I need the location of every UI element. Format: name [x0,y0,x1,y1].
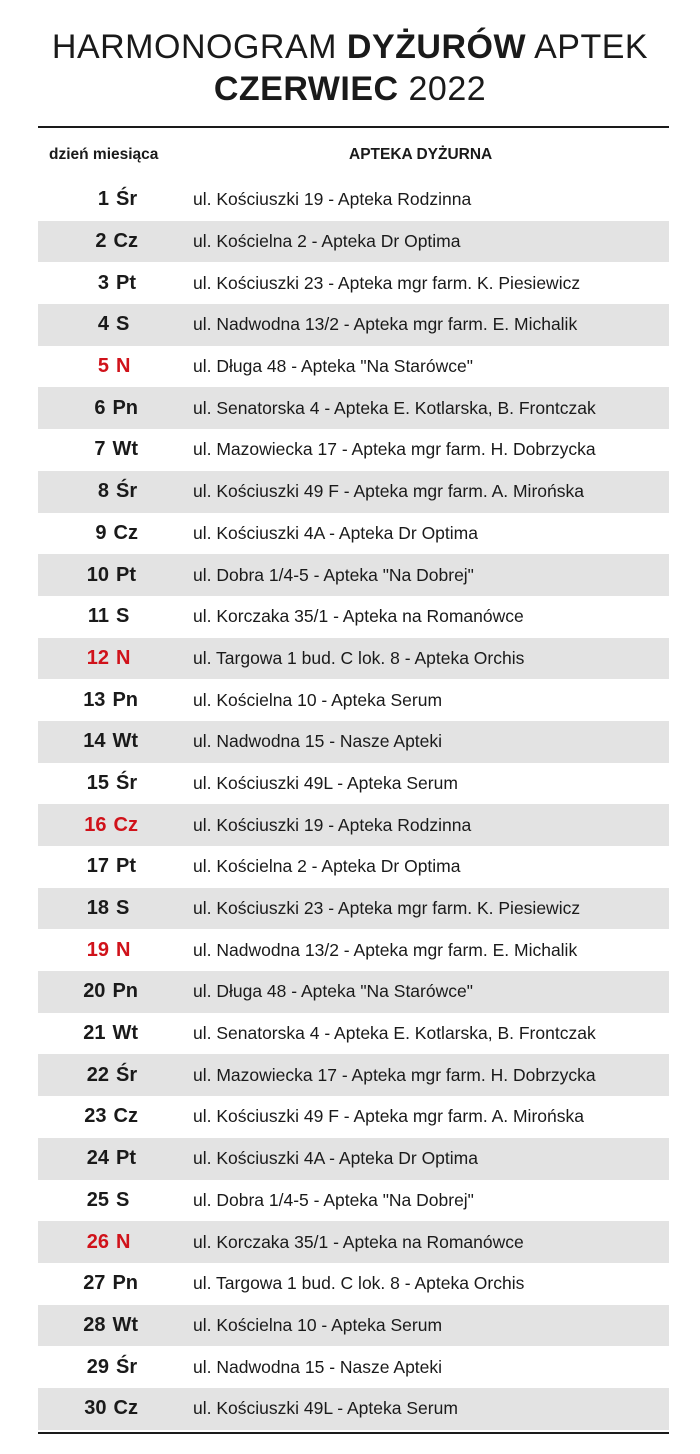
table-row [38,888,669,930]
day-number: 21 [83,1022,106,1045]
weekday-abbr: Cz [113,813,138,836]
pharmacy-address: ul. Nadwodna 15 - Nasze Apteki [193,1356,443,1377]
day-cell [38,1013,138,1055]
table-row [38,804,669,846]
day-number: 1 [97,188,109,211]
day-cell [38,596,138,638]
pharmacy-address: ul. Kościelna 2 - Apteka Dr Optima [193,231,461,252]
day-cell [38,929,138,971]
day-cell [38,429,138,471]
day-cell [38,304,138,346]
table-row [38,1346,669,1388]
weekday-abbr: N [116,1230,131,1253]
day-cell [38,513,138,555]
day-cell [38,1346,138,1388]
day-number: 17 [86,855,109,878]
table-row [38,471,669,513]
pharmacy-address: ul. Kościuszki 4A - Apteka Dr Optima [193,1148,478,1169]
top-divider [38,126,669,128]
pharmacy-address: ul. Kościuszki 19 - Apteka Rodzinna [193,814,472,835]
day-cell [38,554,138,596]
weekday-abbr: Pn [112,396,138,419]
weekday-abbr: N [116,355,131,378]
page-title [0,26,700,110]
table-row [38,763,669,805]
pharmacy-address: ul. Kościelna 2 - Apteka Dr Optima [193,856,461,877]
day-cell [38,1263,138,1305]
title-month: CZERWIEC [213,70,399,108]
day-number: 15 [86,771,109,794]
pharmacy-address: ul. Mazowiecka 17 - Apteka mgr farm. H. Dobrzycka [193,439,596,460]
day-number: 23 [84,1105,107,1128]
day-cell [38,1054,138,1096]
table-row [38,596,669,638]
day-number: 4 [97,313,109,336]
weekday-abbr: Śr [116,771,138,794]
day-number: 13 [83,688,106,711]
table-row [38,846,669,888]
title-year: 2022 [398,70,487,108]
table-row [38,1054,669,1096]
table-row [38,1263,669,1305]
day-number: 10 [86,563,109,586]
weekday-abbr: N [116,646,131,669]
pharmacy-address: ul. Kościelna 10 - Apteka Serum [193,1314,443,1335]
day-number: 11 [87,605,109,628]
day-number: 28 [83,1313,106,1336]
pharmacy-address: ul. Senatorska 4 - Apteka E. Kotlarska, B. Frontczak [193,397,596,418]
table-row [38,679,669,721]
weekday-abbr: Pn [112,688,138,711]
pharmacy-address: ul. Korczaka 35/1 - Apteka na Romanówce [193,1231,524,1252]
weekday-abbr: Cz [113,1105,138,1128]
day-cell [38,1096,138,1138]
table-row [38,971,669,1013]
day-cell [38,221,138,263]
pharmacy-address: ul. Dobra 1/4-5 - Apteka "Na Dobrej" [193,1189,474,1210]
weekday-abbr: N [116,938,131,961]
table-row [38,929,669,971]
day-number: 8 [97,480,109,503]
day-number: 25 [86,1188,109,1211]
pharmacy-address: ul. Targowa 1 bud. C lok. 8 - Apteka Orchis [193,647,525,668]
table-row [38,1013,669,1055]
table-row [38,1180,669,1222]
day-cell [38,763,138,805]
weekday-abbr: Wt [112,438,138,461]
day-cell [38,262,138,304]
pharmacy-address: ul. Kościuszki 19 - Apteka Rodzinna [193,189,472,210]
day-number: 27 [83,1272,106,1295]
pharmacy-address: ul. Długa 48 - Apteka "Na Starówce" [193,356,473,377]
day-cell [38,638,138,680]
column-header-day: dzień miesiąca [49,146,159,163]
day-cell [38,1305,138,1347]
weekday-abbr: Wt [112,1313,138,1336]
day-number: 2 [95,230,107,253]
weekday-abbr: Śr [116,1063,138,1086]
weekday-abbr: S [116,313,130,336]
title-line-1 [0,26,700,68]
column-header-pharmacy: APTEKA DYŻURNA [349,146,493,163]
day-number: 29 [86,1355,109,1378]
weekday-abbr: Śr [116,1355,138,1378]
day-number: 18 [86,897,109,920]
weekday-abbr: Pt [116,1147,136,1170]
pharmacy-address: ul. Nadwodna 13/2 - Apteka mgr farm. E. Michalik [193,939,578,960]
table-row [38,304,669,346]
pharmacy-address: ul. Targowa 1 bud. C lok. 8 - Apteka Orchis [193,1273,525,1294]
day-cell [38,971,138,1013]
day-number: 20 [83,980,106,1003]
weekday-abbr: Pn [112,980,138,1003]
day-number: 12 [86,646,109,669]
day-cell [38,1221,138,1263]
pharmacy-address: ul. Długa 48 - Apteka "Na Starówce" [193,981,473,1002]
weekday-abbr: Cz [113,521,138,544]
pharmacy-address: ul. Kościuszki 23 - Apteka mgr farm. K. Piesiewicz [193,898,581,919]
table-row [38,721,669,763]
pharmacy-address: ul. Nadwodna 15 - Nasze Apteki [193,731,443,752]
day-number: 22 [86,1063,109,1086]
day-cell [38,1138,138,1180]
day-number: 30 [84,1397,107,1420]
table-row [38,1221,669,1263]
pharmacy-address: ul. Kościuszki 23 - Apteka mgr farm. K. Piesiewicz [193,272,581,293]
weekday-abbr: Wt [112,1022,138,1045]
day-number: 26 [86,1230,109,1253]
day-cell [38,1388,138,1430]
pharmacy-address: ul. Kościelna 10 - Apteka Serum [193,689,443,710]
pharmacy-address: ul. Korczaka 35/1 - Apteka na Romanówce [193,606,524,627]
pharmacy-address: ul. Mazowiecka 17 - Apteka mgr farm. H. Dobrzycka [193,1064,596,1085]
table-row [38,179,669,221]
day-number: 16 [84,813,107,836]
title-line-1-pre: HARMONOGRAM [51,28,347,66]
title-line-1-bold: DYŻURÓW [346,28,527,66]
pharmacy-address: ul. Kościuszki 49L - Apteka Serum [193,772,458,793]
table-row [38,221,669,263]
day-cell [38,1180,138,1222]
day-number: 6 [94,396,106,419]
weekday-abbr: S [116,1188,130,1211]
day-cell [38,387,138,429]
table-row [38,1388,669,1430]
day-cell [38,679,138,721]
schedule-table [38,179,669,1430]
day-number: 19 [86,938,109,961]
table-row [38,387,669,429]
weekday-abbr: Śr [116,188,138,211]
day-number: 9 [95,521,107,544]
day-cell [38,888,138,930]
day-number: 7 [94,438,106,461]
weekday-abbr: Pt [116,271,136,294]
weekday-abbr: S [116,897,130,920]
weekday-abbr: Pt [116,563,136,586]
day-cell [38,471,138,513]
pharmacy-address: ul. Kościuszki 49L - Apteka Serum [193,1398,458,1419]
day-cell [38,846,138,888]
weekday-abbr: Pt [116,855,136,878]
weekday-abbr: Pn [112,1272,138,1295]
weekday-abbr: Śr [116,480,138,503]
table-row [38,346,669,388]
pharmacy-address: ul. Dobra 1/4-5 - Apteka "Na Dobrej" [193,564,474,585]
pharmacy-address: ul. Kościuszki 4A - Apteka Dr Optima [193,522,478,543]
title-line-1-post: APTEK [526,28,649,66]
table-row [38,429,669,471]
day-cell [38,804,138,846]
day-cell [38,346,138,388]
table-row [38,1305,669,1347]
day-number: 14 [83,730,106,753]
weekday-abbr: Wt [112,730,138,753]
weekday-abbr: Cz [113,230,138,253]
pharmacy-address: ul. Kościuszki 49 F - Apteka mgr farm. A. Mirońska [193,481,584,502]
pharmacy-address: ul. Senatorska 4 - Apteka E. Kotlarska, B. Frontczak [193,1023,596,1044]
table-row [38,262,669,304]
table-row [38,638,669,680]
title-line-2 [0,68,700,110]
weekday-abbr: S [116,605,130,628]
bottom-divider [38,1432,669,1434]
table-row [38,1138,669,1180]
table-row [38,554,669,596]
table-row [38,1096,669,1138]
day-number: 24 [86,1147,109,1170]
day-cell [38,179,138,221]
pharmacy-address: ul. Nadwodna 13/2 - Apteka mgr farm. E. Michalik [193,314,578,335]
weekday-abbr: Cz [113,1397,138,1420]
table-row [38,513,669,555]
day-number: 3 [97,271,109,294]
day-number: 5 [97,355,109,378]
pharmacy-address: ul. Kościuszki 49 F - Apteka mgr farm. A. Mirońska [193,1106,584,1127]
day-cell [38,721,138,763]
